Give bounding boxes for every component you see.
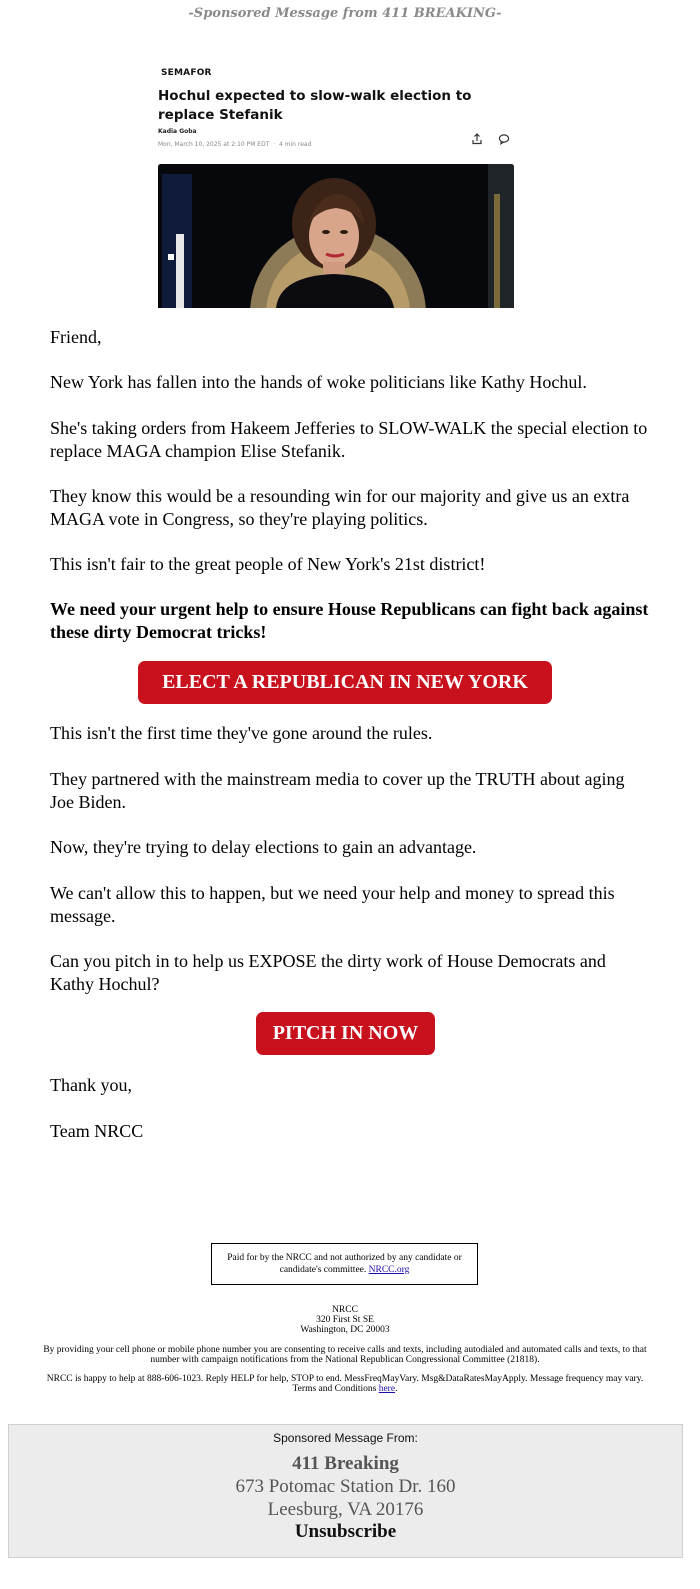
paragraph-9: We can't allow this to happen, but we need your help and money to spread this message. [50, 883, 615, 926]
nrcc-link[interactable]: NRCC.org [368, 1264, 410, 1275]
article-preview-image[interactable] [158, 62, 514, 308]
footer-label: Sponsored Message From: [273, 1431, 418, 1445]
paragraph-5-bold: We need your urgent help to ensure House Republicans can fight back against these dirty Democrat tricks! [50, 599, 649, 642]
article-author: Kadia Goba [158, 128, 197, 135]
signature: Team NRCC [50, 1121, 144, 1141]
help-text [40, 1374, 650, 1394]
paragraph-6: This isn't the first time they've gone around the rules. [50, 723, 433, 743]
pitch-in-button[interactable]: PITCH IN NOW [256, 1012, 435, 1055]
share-icon [470, 132, 484, 146]
help-body: NRCC is happy to help at 888-606-1023. Reply HELP for help, STOP to end. MessFreqMayVary. Msg&DataRatesMayApply. Message frequency may vary. Terms and Conditions [46, 1374, 644, 1394]
help-end: . [395, 1384, 398, 1394]
elect-republican-button[interactable]: ELECT A REPUBLICAN IN NEW YORK [138, 661, 552, 704]
article-date: Mon, March 10, 2025 at 2:10 PM EDT [158, 141, 270, 148]
consent-text: By providing your cell phone or mobile phone number you are consenting to receive calls and texts, including autodialed and automated calls and texts, to that number with campaign notifications from the National Republican Congressional Committee (21818). [43, 1345, 647, 1365]
paragraph-4: This isn't fair to the great people of New York's 21st district! [50, 554, 486, 574]
article-read-time: 4 min read [278, 141, 312, 148]
paragraph-10: Can you pitch in to help us EXPOSE the dirty work of House Democrats and Kathy Hochul? [50, 951, 606, 994]
org-city: Washington, DC 20003 [300, 1325, 390, 1335]
comment-icon [497, 132, 511, 146]
org-name: NRCC [332, 1305, 358, 1315]
paragraph-8: Now, they're trying to delay elections to gain an advantage. [50, 837, 477, 857]
article-headline: Hochul expected to slow-walk election to replace Stefanik [158, 88, 472, 123]
org-street: 320 First St SE [316, 1315, 374, 1325]
footer-address-2: Leesburg, VA 20176 [267, 1499, 424, 1520]
closing: Thank you, [50, 1075, 132, 1095]
sponsor-footer [8, 1424, 683, 1558]
paragraph-2: She's taking orders from Hakeem Jefferies to SLOW-WALK the special election to replace MAGA champion Elise Stefanik. [50, 418, 648, 461]
paragraph-7: They partnered with the mainstream media to cover up the TRUTH about aging Joe Biden. [50, 769, 625, 812]
publication-name: SEMAFOR [161, 68, 212, 78]
paid-for-disclaimer [211, 1243, 478, 1285]
greeting: Friend, [50, 327, 102, 347]
footer-sponsor-name: 411 Breaking [292, 1453, 399, 1474]
portrait-photo [158, 164, 514, 308]
footer-address-1: 673 Potomac Station Dr. 160 [235, 1476, 456, 1497]
sponsor-header: -Sponsored Message from 411 BREAKING- [188, 6, 502, 21]
article-dateline: Mon, March 10, 2025 at 2:10 PM EDT · 4 min read [158, 141, 312, 148]
paragraph-3: They know this would be a resounding win for our majority and give us an extra MAGA vote in Congress, so they're playing politics. [50, 486, 630, 529]
terms-link[interactable]: here [378, 1384, 396, 1394]
paid-for-text: Paid for by the NRCC and not authorized by any candidate or candidate's committee. [227, 1253, 462, 1275]
unsubscribe-link[interactable]: Unsubscribe [294, 1521, 397, 1542]
paragraph-1: New York has fallen into the hands of woke politicians like Kathy Hochul. [50, 372, 587, 392]
